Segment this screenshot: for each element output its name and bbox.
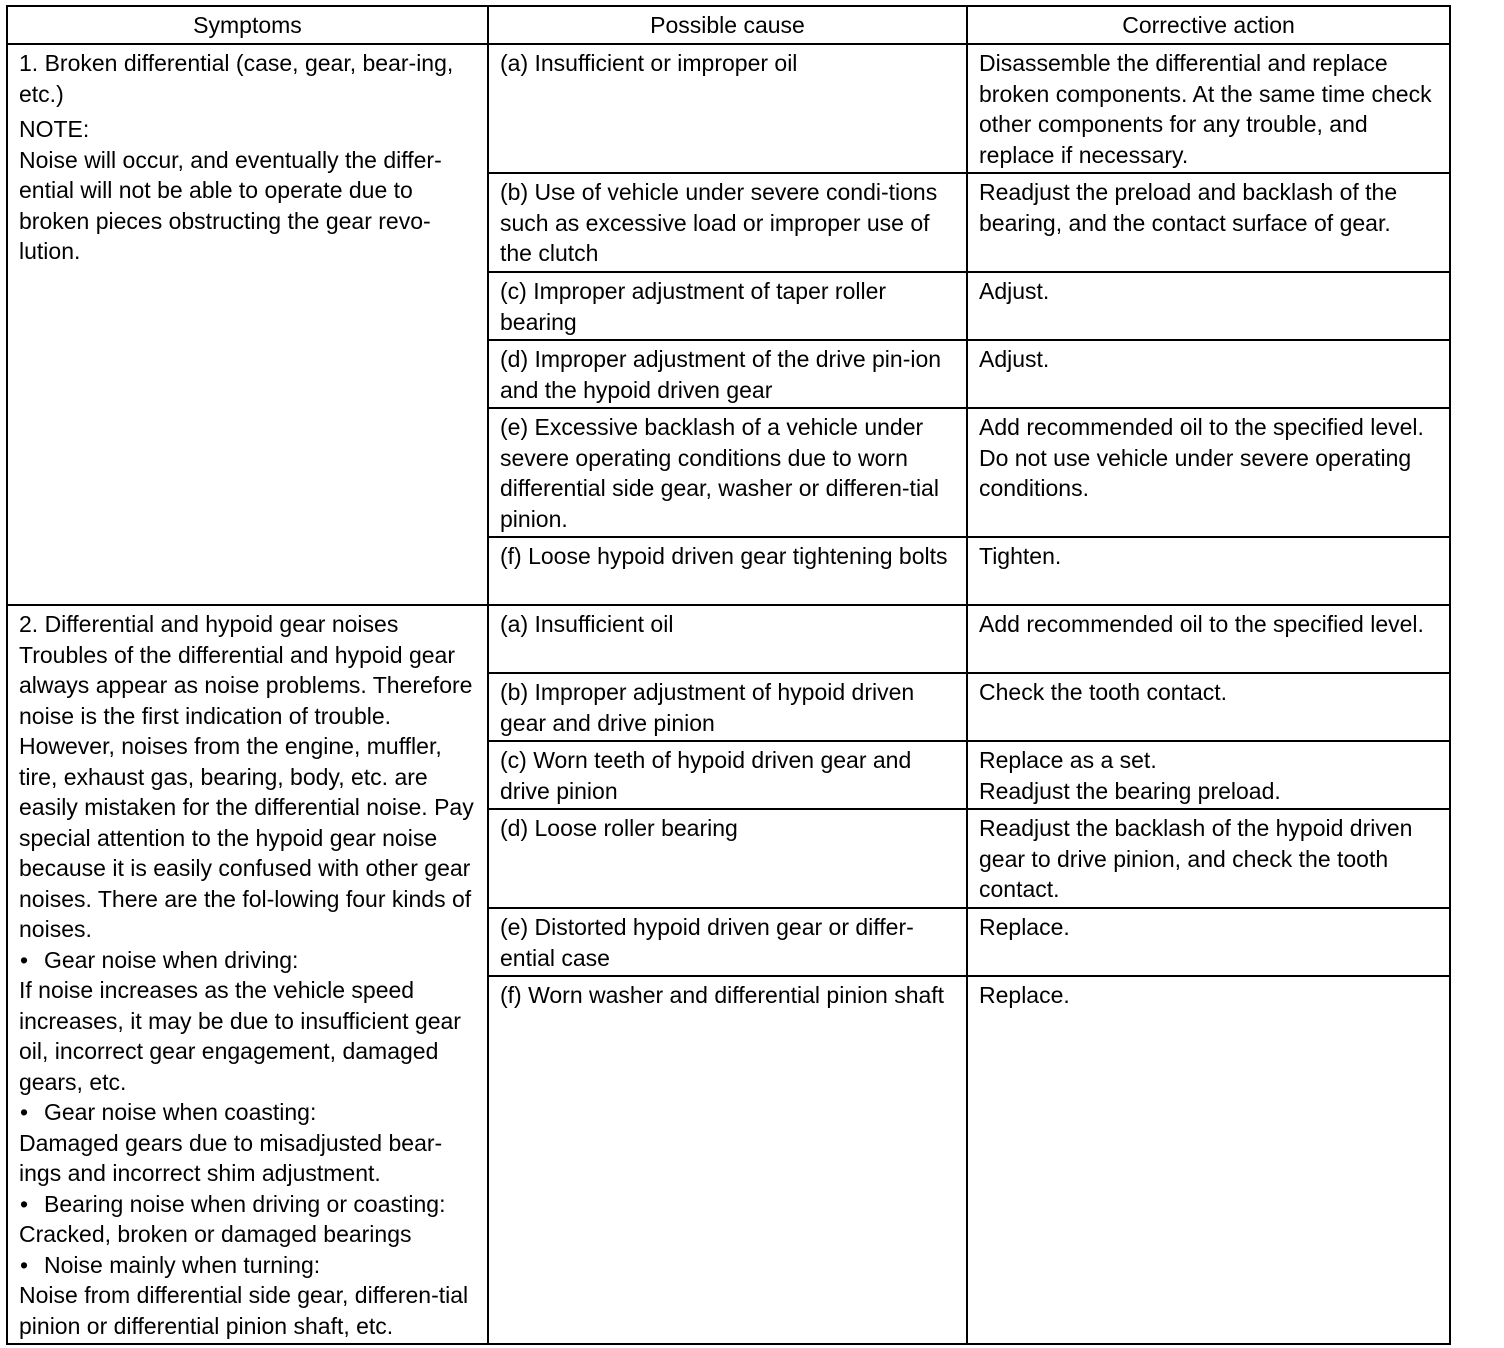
cause-cell: (c) Worn teeth of hypoid driven gear and drive pinion <box>488 741 967 809</box>
symptom-title: 1. Broken differential (case, gear, bear-ing, etc.) <box>19 50 454 107</box>
cause-cell: (b) Use of vehicle under severe condi-tions such as excessive load or improper use of the clutch <box>488 173 967 272</box>
action-cell: Readjust the backlash of the hypoid driven gear to drive pinion, and check the tooth contact. <box>967 809 1450 908</box>
action-cell: Replace. <box>967 976 1450 1344</box>
header-corrective-action: Corrective action <box>967 6 1450 44</box>
header-row <box>7 6 1450 44</box>
troubleshooting-table <box>6 5 1451 1345</box>
symptom-title: 2. Differential and hypoid gear noises <box>19 611 399 637</box>
symptom-cell-broken-differential <box>7 44 488 605</box>
bullet-text: Cracked, broken or damaged bearings <box>19 1221 412 1247</box>
bullet-item: • Bearing noise when driving or coasting: <box>19 1189 477 1220</box>
cause-cell: (e) Distorted hypoid driven gear or differ-ential case <box>488 908 967 976</box>
bullet-item: • Gear noise when coasting: <box>19 1097 477 1128</box>
bullet-item: • Noise mainly when turning: <box>19 1250 477 1281</box>
cause-cell: (c) Improper adjustment of taper roller bearing <box>488 272 967 340</box>
header-symptoms: Symptoms <box>7 6 488 44</box>
cause-cell: (a) Insufficient or improper oil <box>488 44 967 173</box>
bullet-text: If noise increases as the vehicle speed increases, it may be due to insufficient gear oil, incorrect gear engagement, damaged gears, etc. <box>19 977 461 1095</box>
action-cell: Check the tooth contact. <box>967 673 1450 741</box>
bullet-text: Noise from differential side gear, differen-tial pinion or differential pinion shaft, etc. <box>19 1282 469 1339</box>
action-line: Replace as a set. <box>979 747 1157 773</box>
action-cell: Tighten. <box>967 537 1450 605</box>
symptom-intro: Troubles of the differential and hypoid gear always appear as noise problems. Therefore noise is the first indication of trouble. However, noises from the engine, muffler, tire, exhaust gas, bearing, body, etc. are easily mistaken for the differential noise. Pay special attention to the hypoid gear noise because it is easily confused with other gear noises. There are the fol-lowing four kinds of noises. <box>19 641 474 942</box>
note-text: Noise will occur, and eventually the differ-ential will not be able to operate due to broken pieces obstructing the gear revo-lution. <box>19 146 442 264</box>
cause-cell: (b) Improper adjustment of hypoid driven gear and drive pinion <box>488 673 967 741</box>
action-line: Readjust the bearing preload. <box>979 777 1281 804</box>
cause-cell: (a) Insufficient oil <box>488 605 967 673</box>
action-cell <box>967 741 1450 809</box>
table-row <box>7 605 1450 673</box>
action-cell: Adjust. <box>967 272 1450 340</box>
note-label: NOTE: <box>19 116 90 142</box>
action-cell: Replace. <box>967 908 1450 976</box>
action-cell: Add recommended oil to the specified level. Do not use vehicle under severe operating conditions. <box>967 408 1450 537</box>
cause-cell: (f) Worn washer and differential pinion shaft <box>488 976 967 1344</box>
action-cell: Disassemble the differential and replace broken components. At the same time check other components for any trouble, and replace if necessary. <box>967 44 1450 173</box>
cause-cell: (e) Excessive backlash of a vehicle under severe operating conditions due to worn differential side gear, washer or differen-tial pinion. <box>488 408 967 537</box>
action-cell: Add recommended oil to the specified level. <box>967 605 1450 673</box>
header-possible-cause: Possible cause <box>488 6 967 44</box>
symptom-cell-gear-noises <box>7 605 488 1344</box>
action-cell: Adjust. <box>967 340 1450 408</box>
cause-cell: (d) Loose roller bearing <box>488 809 967 908</box>
action-cell: Readjust the preload and backlash of the bearing, and the contact surface of gear. <box>967 173 1450 272</box>
bullet-item: • Gear noise when driving: <box>19 945 477 976</box>
cause-cell: (f) Loose hypoid driven gear tightening bolts <box>488 537 967 605</box>
bullet-text: Damaged gears due to misadjusted bear-ings and incorrect shim adjustment. <box>19 1129 443 1186</box>
cause-cell: (d) Improper adjustment of the drive pin-ion and the hypoid driven gear <box>488 340 967 408</box>
table-row <box>7 44 1450 173</box>
